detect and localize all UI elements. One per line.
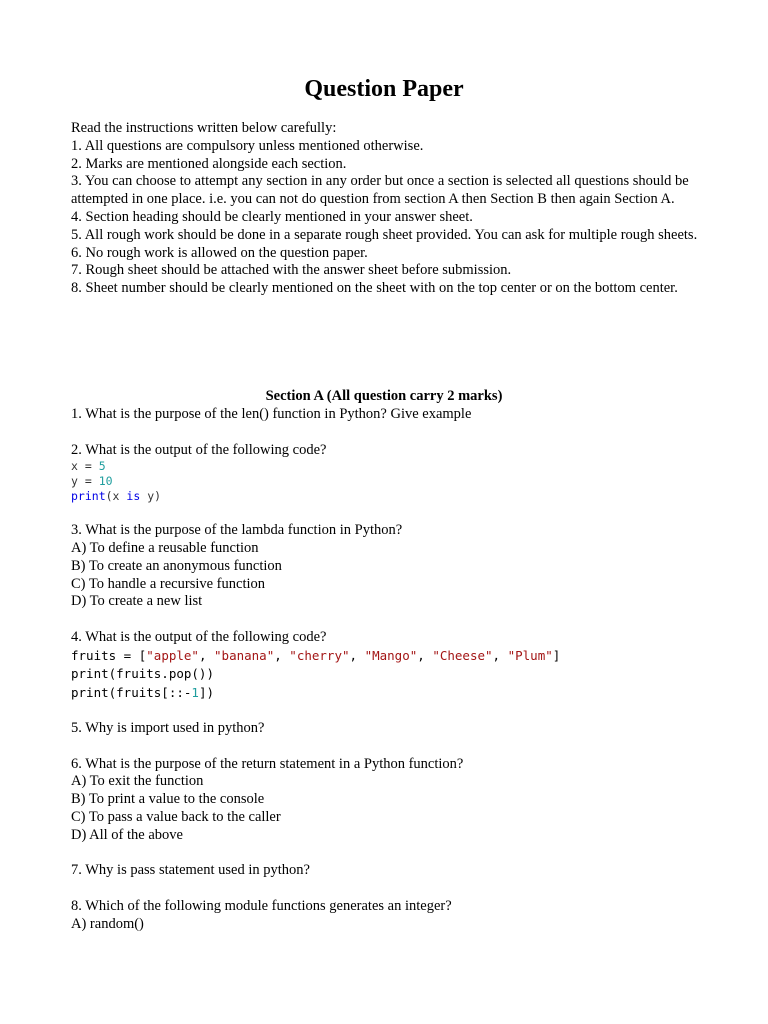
instruction-item: 1. All questions are compulsory unless mentioned otherwise. xyxy=(71,137,424,154)
instructions-block xyxy=(71,120,701,298)
question-8: 8. Which of the following module functions generates an integer? xyxy=(71,898,452,915)
instruction-item: 3. You can choose to attempt any section in any order but once a section is selected all questions should be attempted in one place. i.e. you can not do question from section A then Section B then again Section A. xyxy=(71,173,689,208)
question-6-option: A) To exit the function xyxy=(71,773,204,790)
instruction-item: 2. Marks are mentioned alongside each section. xyxy=(71,155,347,172)
question-4-code: fruits = ["apple", "banana", "cherry", "Mango", "Cheese", "Plum"] print(fruits.pop()) print(fruits[::-1]) xyxy=(71,647,561,700)
question-6-option: C) To pass a value back to the caller xyxy=(71,809,281,826)
question-6: 6. What is the purpose of the return statement in a Python function? xyxy=(71,755,464,772)
question-5: 5. Why is import used in python? xyxy=(71,720,265,737)
question-3: 3. What is the purpose of the lambda function in Python? xyxy=(71,522,403,539)
instruction-item: 4. Section heading should be clearly mentioned in your answer sheet. xyxy=(71,208,473,225)
question-6-option: B) To print a value to the console xyxy=(71,791,265,808)
question-2: 2. What is the output of the following code? xyxy=(71,441,327,458)
question-4: 4. What is the output of the following code? xyxy=(71,628,327,645)
question-3-option: B) To create an anonymous function xyxy=(71,557,282,574)
instructions-intro: Read the instructions written below carefully: xyxy=(71,120,337,136)
section-a-heading: Section A (All question carry 2 marks) xyxy=(265,388,503,404)
question-3-option: A) To define a reusable function xyxy=(71,539,259,556)
section-a-questions xyxy=(71,406,701,934)
question-7: 7. Why is pass statement used in python? xyxy=(71,862,310,879)
question-2-code: x = 5 y = 10 print(x is y) xyxy=(71,459,162,504)
instruction-item: 7. Rough sheet should be attached with the answer sheet before submission. xyxy=(71,262,512,279)
question-3-option: C) To handle a recursive function xyxy=(71,575,266,592)
instruction-item: 8. Sheet number should be clearly mentioned on the sheet with on the top center or on the bottom center. xyxy=(71,280,678,297)
question-1: 1. What is the purpose of the len() function in Python? Give example xyxy=(71,406,472,422)
instruction-item: 5. All rough work should be done in a separate rough sheet provided. You can ask for multiple rough sheets. xyxy=(71,226,698,243)
question-8-option: A) random() xyxy=(71,915,144,932)
question-6-option: D) All of the above xyxy=(71,826,183,843)
page-title: Question Paper xyxy=(304,76,464,102)
question-3-option: D) To create a new list xyxy=(71,593,203,610)
instruction-item: 6. No rough work is allowed on the question paper. xyxy=(71,244,368,261)
